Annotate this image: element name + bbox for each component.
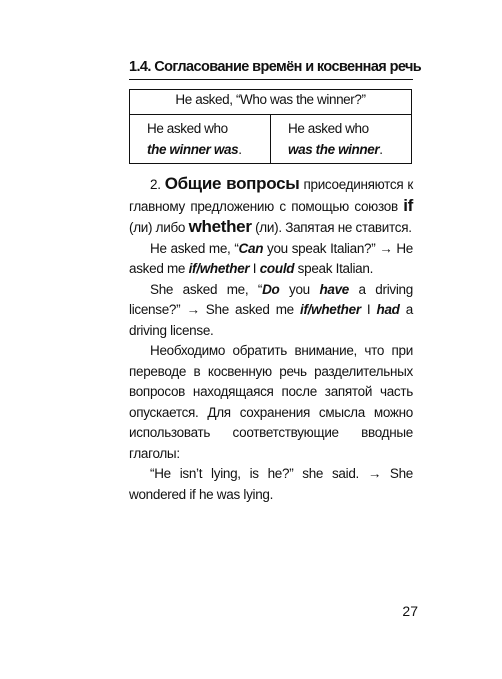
p1-text-3: (ли). Запятая не ставится. bbox=[251, 220, 412, 235]
p3-text-e: a driving license. bbox=[129, 302, 413, 338]
p2-text-b: you speak Italian?” → He asked me bbox=[129, 240, 413, 276]
p1-text-1: присоединяются к главному предложению с помощью союзов bbox=[129, 177, 413, 214]
p2-emph-ifwhether: if/whether bbox=[188, 261, 250, 276]
keyword-whether: whether bbox=[188, 217, 252, 236]
paragraph-general-questions bbox=[129, 174, 413, 239]
p2-emph-could: could bbox=[259, 261, 295, 276]
right-emphasis-text: was the winner bbox=[288, 142, 380, 157]
page-number: 27 bbox=[402, 603, 418, 619]
p2-text-c: I bbox=[249, 261, 260, 276]
example-table bbox=[129, 89, 412, 164]
p3-emph-ifwhether: if/whether bbox=[300, 302, 361, 317]
p3-emph-had: had bbox=[376, 302, 400, 317]
paragraph-example-tag: “He isn’t lying, is he?” she said. → She wondered if he was lying. bbox=[129, 466, 413, 502]
left-emphasis-text: the winner was bbox=[147, 142, 239, 157]
p3-text-b: you bbox=[279, 281, 320, 297]
keyword-if: if bbox=[403, 195, 413, 215]
p3-emph-do: Do bbox=[262, 281, 280, 297]
reported-speech-left-cell bbox=[130, 115, 271, 164]
p3-emph-have: have bbox=[319, 281, 350, 297]
left-end-punct: . bbox=[238, 142, 242, 157]
left-plain-text: He asked who bbox=[147, 121, 228, 136]
paragraph-tag-questions: Необходимо обратить внимание, что при переводе в косвенную речь разделительных вопросов находящаяся после запятой часть опускается. Для сохранения смысла можно использовать соответствующие вводные глаголы: bbox=[129, 343, 413, 461]
p2-emph-can: Can bbox=[238, 240, 264, 256]
direct-speech-cell: He asked, “Who was the winner?” bbox=[130, 90, 412, 115]
p2-text-a: He asked me, “ bbox=[150, 240, 239, 256]
p3-text-d: I bbox=[360, 302, 377, 317]
p3-text-a: She asked me, “ bbox=[150, 281, 263, 297]
body-text bbox=[129, 174, 413, 505]
reported-speech-right-cell bbox=[271, 115, 412, 164]
term-general-questions: Общие вопросы bbox=[164, 174, 300, 193]
paragraph-example-can bbox=[129, 239, 413, 280]
p2-text-d: speak Italian. bbox=[294, 261, 374, 276]
book-page bbox=[129, 58, 422, 505]
running-head: 1.4. Согласование времён и косвенная речь bbox=[129, 58, 413, 80]
p1-text-2: (ли) либо bbox=[129, 220, 189, 235]
right-plain-text: He asked who bbox=[288, 121, 369, 136]
right-end-punct: . bbox=[379, 142, 383, 157]
p3-text-c: a driving license?” → She asked me bbox=[129, 281, 413, 317]
section-number: 2. bbox=[150, 177, 165, 192]
paragraph-example-do bbox=[129, 280, 413, 342]
